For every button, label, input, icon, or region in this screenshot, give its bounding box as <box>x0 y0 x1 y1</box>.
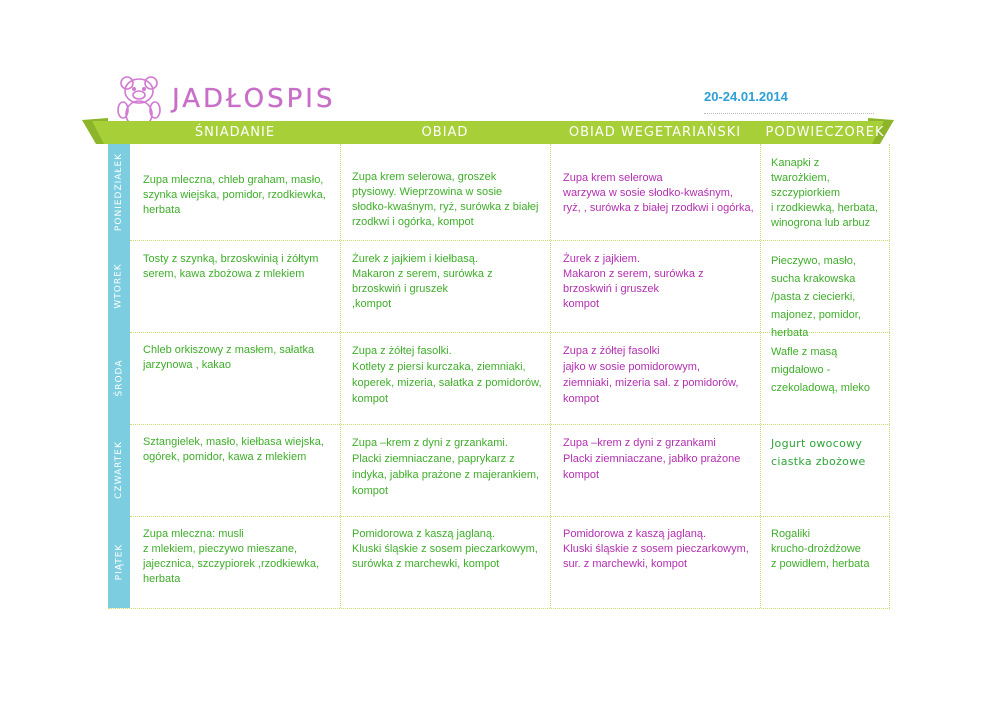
menu-cell-thursday-snack: Jogurt owocowy ciastka zbożowe <box>771 437 866 468</box>
menu-cell-monday-lunch: Zupa krem selerowa, groszek ptysiowy. Wieprzowina w sosie słodko-kwaśnym, ryż, surówka z białej rzodkwi i ogórka, kompot <box>352 171 539 228</box>
menu-cell-monday-snack: Kanapki z twarożkiem, szczypiorkiem i rzodkiewką, herbata, winogrona lub arbuz <box>771 157 878 229</box>
grid-divider <box>130 516 890 517</box>
grid-divider <box>889 144 890 608</box>
menu-cell-thursday-breakfast: Sztangielek, masło, kiełbasa wiejska, ogórek, pomidor, kawa z mlekiem <box>143 436 324 463</box>
menu-cell-monday-breakfast: Zupa mleczna, chleb graham, masło, szynka wiejska, pomidor, rzodkiewka, herbata <box>143 174 326 216</box>
menu-cell-tuesday-lunch: Żurek z jajkiem i kiełbasą. Makaron z serem, surówka z brzoskwiń i gruszek ,kompot <box>352 253 493 310</box>
grid-divider <box>340 144 341 608</box>
grid-divider <box>130 424 890 425</box>
menu-cell-tuesday-vegetarian: Żurek z jajkiem. Makaron z serem, surówka z brzoskwiń i gruszek kompot <box>563 253 704 310</box>
day-label-tuesday: WTOREK <box>114 263 125 309</box>
menu-cell-friday-vegetarian: Pomidorowa z kaszą jaglaną. Kluski śląskie z sosem pieczarkowym, sur. z marchewki, kompot <box>563 528 749 570</box>
menu-cell-tuesday-breakfast: Tosty z szynką, brzoskwinią i żółtym serem, kawa zbożowa z mlekiem <box>143 253 319 280</box>
menu-cell-wednesday-snack: Wafle z masą migdałowo - czekoladową, mleko <box>771 346 871 394</box>
page-title: JADŁOSPIS <box>172 84 336 114</box>
menu-cell-tuesday-snack: Pieczywo, masło, sucha krakowska /pasta z ciecierki, majonez, pomidor, herbata <box>771 255 861 339</box>
menu-cell-wednesday-lunch: Zupa z żółtej fasolki. Kotlety z piersi kurczaka, ziemniaki, koperek, mizeria, sałatka z pomidorów, kompot <box>352 345 542 405</box>
menu-cell-thursday-lunch: Zupa –krem z dyni z grzankami. Placki ziemniaczane, paprykarz z indyka, jabłka prażone z majerankiem, kompot <box>352 437 540 497</box>
day-label-friday: PIĄTEK <box>114 543 125 581</box>
menu-cell-wednesday-breakfast: Chleb orkiszowy z masłem, sałatka jarzynowa , kakao <box>143 344 315 371</box>
column-header-lunch: OBIAD <box>421 125 469 140</box>
menu-cell-friday-lunch: Pomidorowa z kaszą jaglaną. Kluski śląskie z sosem pieczarkowym, surówka z marchewki, kompot <box>352 528 538 570</box>
menu-cell-thursday-vegetarian: Zupa –krem z dyni z grzankami Placki ziemniaczane, jabłko prażone kompot <box>563 437 741 481</box>
menu-cell-friday-breakfast: Zupa mleczna: musli z mlekiem, pieczywo mieszane, jajecznica, szczypiorek ,rzodkiewka, herbata <box>143 528 320 585</box>
date-range: 20-24.01.2014 <box>704 89 788 104</box>
date-underline <box>704 113 874 114</box>
column-header-vegetarian-lunch: OBIAD WEGETARIAŃSKI <box>568 125 742 140</box>
column-header-breakfast: ŚNIADANIE <box>194 125 276 140</box>
grid-divider <box>130 240 890 241</box>
day-label-monday: PONIEDZIAŁEK <box>114 152 125 232</box>
menu-cell-wednesday-vegetarian: Zupa z żółtej fasolki jajko w sosie pomidorowym, ziemniaki, mizeria sał. z pomidorów, kompot <box>563 345 739 405</box>
day-label-thursday: CZWARTEK <box>114 441 125 499</box>
menu-cell-monday-vegetarian: Zupa krem selerowa warzywa w sosie słodko-kwaśnym, ryż, , surówka z białej rzodkwi i ogórka, <box>563 172 754 214</box>
day-label-wednesday: ŚRODA <box>114 359 125 397</box>
grid-divider <box>760 144 761 608</box>
column-header-snack: PODWIECZOREK <box>765 125 885 140</box>
grid-divider <box>550 144 551 608</box>
grid-divider <box>108 608 890 609</box>
menu-cell-friday-snack: Rogaliki krucho-drożdżowe z powidłem, herbata <box>771 528 870 570</box>
